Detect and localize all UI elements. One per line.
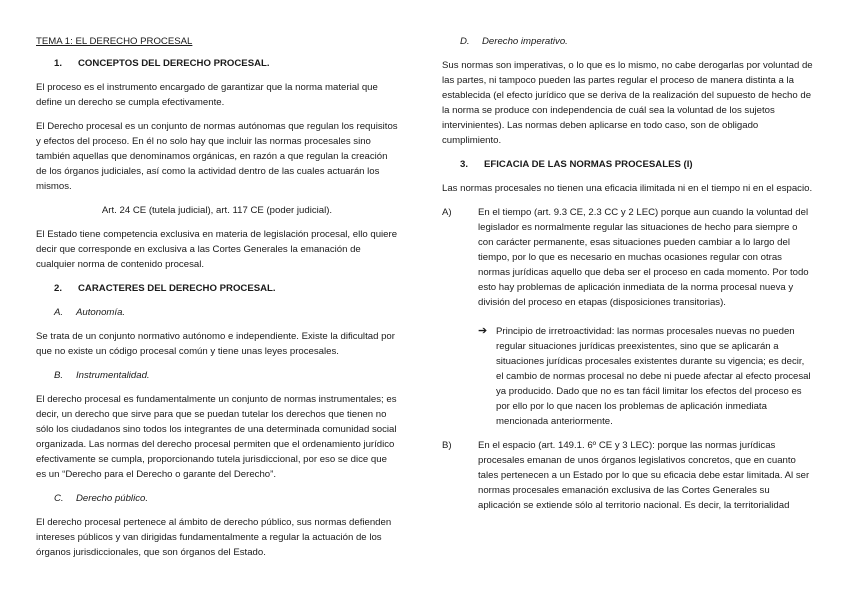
paragraph-derecho-imperativo: Sus normas son imperativas, o lo que es lo mismo, no cabe derogarlas por voluntad de las partes, ni tampoco pueden las partes regular el proceso de manera distinta a la establecida (el efecto jurídico que se deriva de la realización del supuesto de hecho de la norma se produce con independencia de cuál sea la voluntad de los sujetos intervinientes). Las normas deben aplicarse en todo caso, son de obligado cumplimiento. [442, 60, 813, 146]
paragraph-derecho-publico: El derecho procesal pertenece al ámbito de derecho público, sus normas defienden intereses públicos y van dirigidas fundamentalmente a regular la actuación de los órganos jurisdiccionales, que son órganos del Estado. [36, 517, 392, 558]
list-item-text: En el espacio (art. 149.1. 6º CE y 3 LEC): porque las normas jurídicas procesales emanan de unos órganos legislativos concretos, que en cuanto tales pertenecen a un Estado por lo que su eficacia debe estar limitada. Al ser normas procesales emanación exclusiva de las Cortes Generales su aplicación se extiende sólo al territorio nacional. Es decir, la territorialidad [478, 440, 810, 511]
subheading-letter: B. [54, 370, 64, 381]
arrow-right-icon: ➔ [478, 325, 488, 337]
subheading-text: Instrumentalidad. [76, 370, 150, 381]
heading-text: CARACTERES DEL DERECHO PROCESAL. [78, 283, 276, 294]
list-item-tiempo [442, 205, 814, 310]
paragraph-articulos: Art. 24 CE (tutela judicial), art. 117 CE (poder judicial). [101, 205, 333, 216]
subheading-autonomia [54, 305, 398, 320]
subheading-letter: C. [54, 493, 64, 504]
heading-conceptos [54, 56, 398, 71]
heading-eficacia [460, 157, 814, 172]
heading-number: 1. [54, 58, 63, 69]
bullet-text: Principio de irretroactividad: las normas procesales nuevas no pueden regular situaciones jurídicas preexistentes, sino que se aplicarán a situaciones jurídicas procesales existentes durante su vigencia; es decir, el cambio de normas procesal no debe ni puede afectar al efecto procesal ya producido. Dado que no es tan fácil limitar los efectos del proceso es por ello por lo que nacen los problemas de aplicación inmediata mencionada anteriormente. [496, 326, 811, 427]
paragraph-derecho-procesal: El Derecho procesal es un conjunto de normas autónomas que regulan los requisitos y efectos del proceso. En él no solo hay que incluir las normas procesales sino también aquellas que denominamos orgánicas, en razón a que regulan la creación de los órganos judiciales, así como la actividad dentro de las cuales actuarán los mismos. [36, 121, 398, 192]
subheading-text: Autonomía. [76, 307, 126, 318]
paragraph-competencia: El Estado tiene competencia exclusiva en materia de legislación procesal, ello quiere decir que corresponde en exclusiva a las Cortes Generales la emanación de cualquier norma de contenido procesal. [36, 229, 398, 270]
paragraph-autonomia: Se trata de un conjunto normativo autónomo e independiente. Existe la dificultad por que no existe un código procesal común y tiene unas leyes procesales. [36, 331, 395, 357]
right-column [442, 34, 814, 522]
list-item-text: En el tiempo (art. 9.3 CE, 2.3 CC y 2 LEC) porque aun cuando la voluntad del legislador es normalmente regular las situaciones de hecho para siempre o con carácter permanente, esas situaciones pueden cambiar a lo largo del tiempo, por lo que es necesario en muchas ocasiones regular con otras normas jurídicas aquello que deba ser el proceso en cada momento. Por todo esto hay problemas de aplicación inmediata de la norma procesal nueva y división del proceso en etapas (disposiciones transitorias). [478, 207, 809, 308]
document-title: TEMA 1: EL DERECHO PROCESAL [36, 36, 193, 47]
subheading-instrumentalidad [54, 368, 398, 383]
paragraph-proceso: El proceso es el instrumento encargado de garantizar que la norma material que define un derecho se cumpla efectivamente. [36, 82, 378, 108]
subheading-derecho-publico [54, 491, 398, 506]
subheading-letter: A. [54, 307, 64, 318]
subheading-text: Derecho público. [76, 493, 148, 504]
left-column [36, 34, 398, 569]
subheading-derecho-imperativo [460, 34, 814, 49]
heading-text: EFICACIA DE LAS NORMAS PROCESALES (I) [484, 159, 693, 170]
heading-number: 3. [460, 159, 469, 170]
heading-caracteres [54, 281, 398, 296]
list-marker: A) [442, 207, 452, 218]
subheading-letter: D. [460, 36, 470, 47]
subheading-text: Derecho imperativo. [482, 36, 568, 47]
bullet-irretroactividad [478, 324, 814, 429]
paragraph-instrumentalidad: El derecho procesal es fundamentalmente un conjunto de normas instrumentales; es decir, un derecho que sirve para que se puedan tutelar los derechos que tienen no sólo los ciudadanos sino todos los integrantes de una determinada comunidad social organizada. Las normas del derecho procesal permiten que el ordenamiento jurídico efectivamente se cumpla, proporcionando tutela jurisdiccional, por eso se dice que es un “Derecho para el Derecho o garante del Derecho”. [36, 394, 397, 480]
heading-text: CONCEPTOS DEL DERECHO PROCESAL. [78, 58, 270, 69]
list-marker: B) [442, 440, 452, 451]
heading-number: 2. [54, 283, 63, 294]
paragraph-eficacia: Las normas procesales no tienen una eficacia ilimitada ni en el tiempo ni en el espacio. [442, 183, 813, 194]
list-item-espacio [442, 438, 814, 513]
